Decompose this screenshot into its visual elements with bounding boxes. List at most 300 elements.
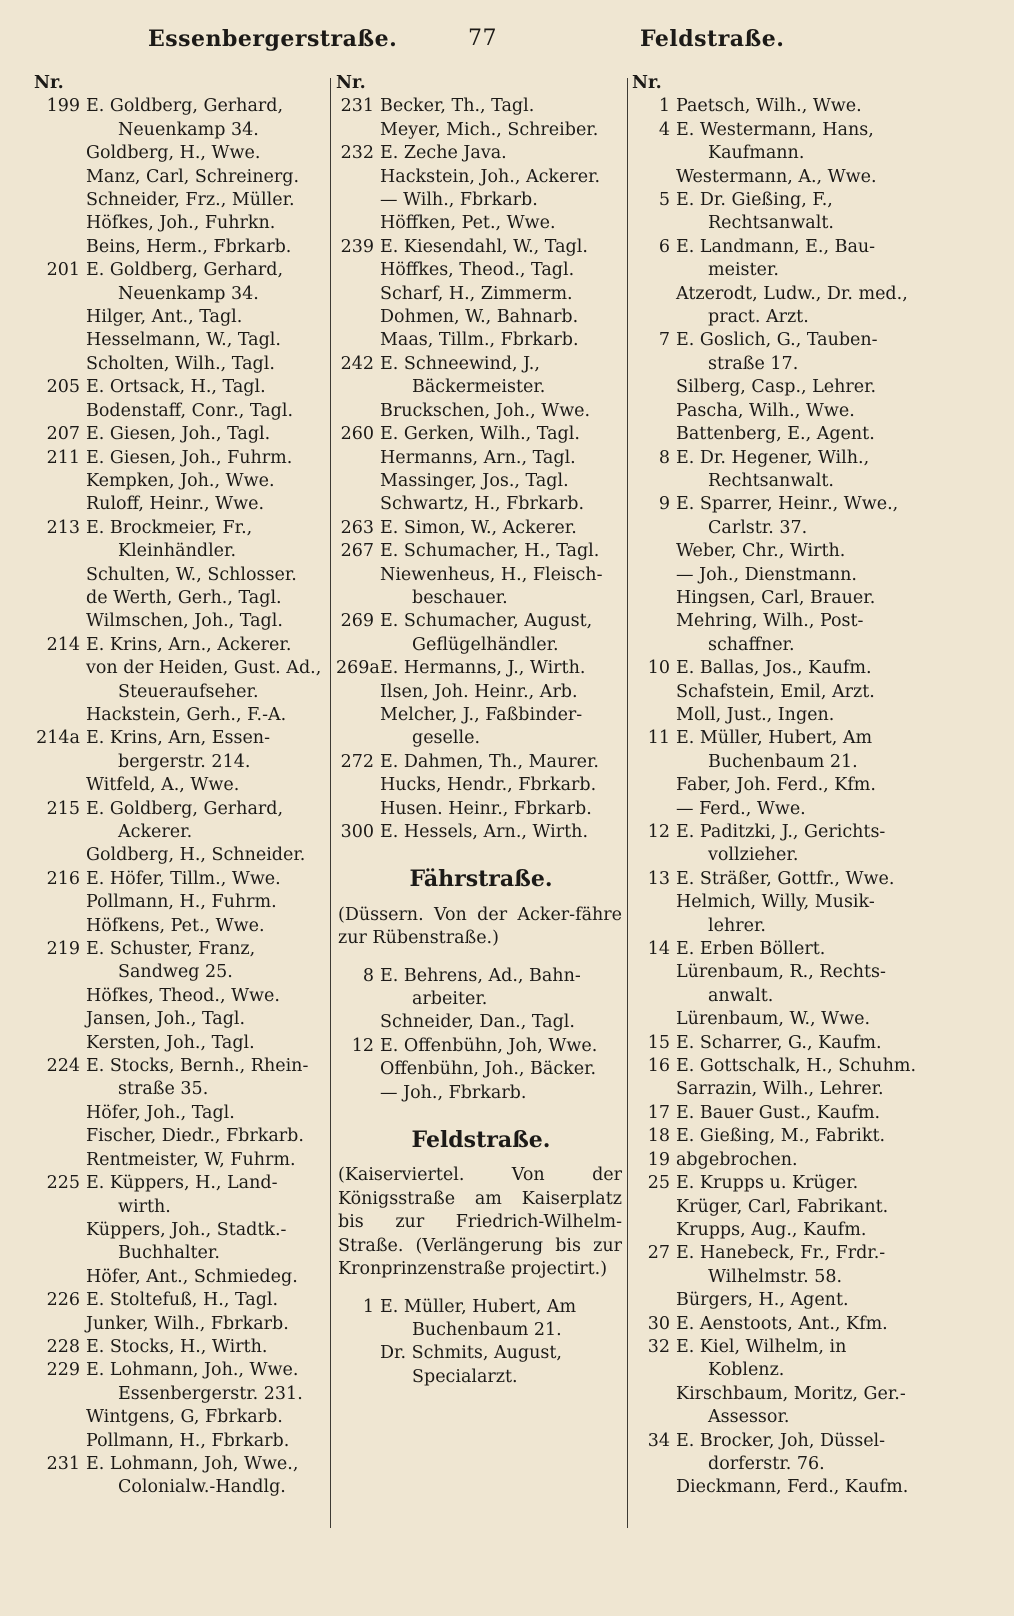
resident-text: Buchhalter. — [118, 1243, 220, 1264]
house-number: 8 — [658, 447, 670, 468]
house-number: 214a — [36, 728, 80, 749]
resident-line — [34, 821, 326, 844]
house-number — [336, 189, 380, 212]
resident-text: Rentmeister, W, Fuhrm. — [86, 1149, 296, 1170]
resident-line — [632, 798, 932, 821]
resident-text: Assessor. — [708, 1407, 790, 1428]
house-number — [336, 1058, 380, 1081]
house-number — [336, 283, 380, 306]
resident-text: Höfkens, Pet., Wwe. — [86, 915, 265, 936]
resident-text: lehrer. — [708, 915, 766, 936]
resident-text: E. Dr. Hegener, Wilh., — [676, 447, 870, 468]
resident-text: Neuenkamp 34. — [118, 283, 259, 304]
house-number: 228 — [46, 1336, 80, 1357]
house-number — [632, 610, 676, 633]
resident-line — [336, 634, 626, 657]
resident-text: E. Zeche Java. — [380, 143, 507, 164]
resident-text: Bäckermeister. — [412, 377, 546, 398]
house-number: 7 — [658, 330, 670, 351]
house-number — [632, 540, 676, 563]
resident-text: E. Schumacher, August, — [380, 611, 593, 632]
resident-line — [632, 774, 932, 797]
resident-line — [336, 587, 626, 610]
resident-line — [632, 166, 932, 189]
resident-text: Paetsch, Wilh., Wwe. — [676, 96, 862, 117]
house-number — [34, 681, 86, 704]
resident-text: Carlstr. 37. — [708, 517, 808, 538]
address-entry — [336, 1035, 626, 1058]
resident-line — [34, 1102, 326, 1125]
entry-list — [336, 1296, 626, 1390]
resident-line — [632, 423, 932, 446]
house-number — [632, 1219, 676, 1242]
resident-text: E. Brocker, Joh, Düssel- — [676, 1430, 886, 1451]
resident-text: E. Hermanns, J., Wirth. — [380, 658, 586, 679]
resident-text: Niewenheus, H., Fleisch- — [380, 564, 603, 585]
resident-text: Kempken, Joh., Wwe. — [86, 470, 275, 491]
house-number — [34, 540, 86, 563]
resident-line — [34, 1430, 326, 1453]
resident-line — [632, 751, 932, 774]
resident-line — [34, 189, 326, 212]
resident-text: E. Paditzki, J., Gerichts- — [676, 822, 886, 842]
resident-line — [34, 353, 326, 376]
house-number: 201 — [46, 260, 80, 281]
resident-text: meister. — [708, 260, 779, 281]
resident-text: Dohmen, W., Bahnarb. — [380, 307, 579, 328]
house-number: 267 — [340, 541, 374, 562]
address-entry — [632, 95, 932, 118]
resident-text: Meyer, Mich., Schreiber. — [380, 119, 599, 140]
address-entry — [336, 540, 626, 563]
house-number — [34, 564, 86, 587]
resident-text: Goldberg, H., Schneider. — [86, 845, 306, 866]
address-entry — [34, 1055, 326, 1078]
house-number: 17 — [647, 1102, 670, 1123]
resident-text: E. Hessels, Arn., Wirth. — [380, 822, 589, 842]
resident-text: Offenbühn, Joh., Bäcker. — [380, 1059, 597, 1080]
resident-line — [336, 1082, 626, 1105]
resident-text: E. Schuster, Franz, — [86, 939, 256, 960]
resident-text: Hermanns, Arn., Tagl. — [380, 447, 576, 468]
resident-line — [34, 915, 326, 938]
resident-text: E. Hanebeck, Fr., Frdr.- — [676, 1243, 886, 1264]
house-number: 229 — [46, 1360, 80, 1381]
resident-line — [632, 1453, 932, 1476]
house-number: 25 — [647, 1173, 670, 1194]
house-number: 214 — [46, 634, 80, 655]
resident-text: E. Giesen, Joh., Fuhrm. — [86, 447, 293, 468]
house-number — [632, 774, 676, 797]
address-entry — [336, 657, 626, 680]
resident-text: Ilsen, Joh. Heinr., Arb. — [380, 681, 578, 702]
address-entry — [632, 1125, 932, 1148]
resident-line — [632, 985, 932, 1008]
resident-line — [34, 681, 326, 704]
resident-line — [34, 212, 326, 235]
resident-text: Atzerodt, Ludw., Dr. med., — [676, 283, 908, 304]
house-number — [34, 1430, 86, 1453]
resident-line — [336, 306, 626, 329]
house-number — [632, 1406, 676, 1429]
resident-line — [632, 1406, 932, 1429]
resident-text: E. Erben Böllert. — [676, 939, 826, 960]
entry-list — [336, 965, 626, 1105]
resident-text: Steueraufseher. — [118, 681, 259, 702]
resident-line — [34, 283, 326, 306]
resident-text: wirth. — [118, 1196, 171, 1217]
address-entry — [632, 1313, 932, 1336]
resident-line — [632, 844, 932, 867]
resident-text: straße 35. — [118, 1079, 209, 1100]
resident-text: Wintgens, G, Fbrkarb. — [86, 1407, 283, 1428]
resident-text: Scholten, Wilh., Tagl. — [86, 353, 275, 374]
resident-line — [632, 1476, 932, 1499]
address-entry — [34, 1172, 326, 1195]
resident-text: E. Stoltefuß, H., Tagl. — [86, 1290, 279, 1311]
house-number: 14 — [647, 939, 670, 960]
house-number — [632, 212, 676, 235]
resident-line — [34, 844, 326, 867]
resident-line — [34, 1032, 326, 1055]
house-number — [336, 988, 380, 1011]
resident-line — [336, 493, 626, 516]
resident-text: E. Scharrer, G., Kaufm. — [676, 1032, 882, 1053]
house-number: 207 — [46, 424, 80, 445]
address-entry — [34, 1359, 326, 1382]
house-number: 205 — [46, 377, 80, 398]
resident-line — [336, 470, 626, 493]
house-number — [336, 306, 380, 329]
address-entry — [336, 965, 626, 988]
house-number: 269a — [336, 658, 380, 679]
resident-line — [632, 1383, 932, 1406]
resident-line — [336, 119, 626, 142]
house-number — [632, 423, 676, 446]
address-entry — [632, 1242, 932, 1265]
house-number — [632, 1008, 676, 1031]
resident-text: E. Goslich, G., Tauben- — [676, 330, 878, 351]
house-number: 32 — [647, 1336, 670, 1357]
address-entry — [632, 657, 932, 680]
address-entry — [632, 329, 932, 352]
resident-text: Ruloff, Heinr., Wwe. — [86, 494, 265, 515]
house-number — [632, 985, 676, 1008]
resident-text: Höfer, Ant., Schmiedeg. — [86, 1266, 298, 1287]
resident-text: anwalt. — [708, 985, 774, 1006]
resident-line — [34, 1219, 326, 1242]
house-number — [632, 564, 676, 587]
house-number: 9 — [658, 494, 670, 515]
resident-line — [34, 1476, 326, 1499]
address-entry — [632, 1149, 932, 1172]
resident-line — [632, 517, 932, 540]
resident-line — [34, 493, 326, 516]
resident-text: vollzieher. — [708, 845, 799, 866]
resident-text: E. Gottschalk, H., Schuhm. — [676, 1056, 917, 1077]
house-number: 1 — [362, 1296, 374, 1317]
house-number: 11 — [647, 728, 670, 749]
resident-line — [336, 329, 626, 352]
house-number: 6 — [658, 236, 670, 257]
address-entry — [34, 1289, 326, 1312]
resident-line — [336, 1342, 626, 1365]
resident-text: Massinger, Jos., Tagl. — [380, 470, 569, 491]
column-3 — [632, 72, 932, 1500]
resident-line — [632, 1266, 932, 1289]
resident-line — [336, 259, 626, 282]
resident-text: E. Krins, Arn, Essen- — [86, 728, 270, 749]
resident-text: E. Stocks, H., Wirth. — [86, 1336, 268, 1357]
resident-text: Lürenbaum, R., Rechts- — [676, 962, 886, 983]
address-entry — [34, 1336, 326, 1359]
resident-text: E. Kiesendahl, W., Tagl. — [380, 236, 588, 257]
house-number — [632, 142, 676, 165]
resident-text: Kersten, Joh., Tagl. — [86, 1032, 255, 1053]
resident-text: Dr. Schmits, August, — [380, 1343, 562, 1364]
resident-line — [632, 212, 932, 235]
address-entry — [336, 821, 626, 844]
section-note-faehrstrasse: (Düssern. Von der Acker-fähre zur Rübenstraße.) — [338, 904, 622, 949]
resident-line — [632, 259, 932, 282]
resident-line — [34, 119, 326, 142]
resident-line — [632, 915, 932, 938]
resident-text: von der Heiden, Gust. Ad., — [86, 658, 322, 679]
resident-line — [34, 961, 326, 984]
house-number — [34, 400, 86, 423]
resident-text: Jansen, Joh., Tagl. — [86, 1009, 246, 1030]
resident-line — [34, 1125, 326, 1148]
house-number — [336, 727, 380, 750]
resident-line — [34, 751, 326, 774]
resident-text: E. Krins, Arn., Ackerer. — [86, 634, 292, 655]
resident-text: E. Bauer Gust., Kaufm. — [676, 1102, 881, 1123]
address-entry — [34, 447, 326, 470]
resident-text: pract. Arzt. — [708, 307, 809, 328]
resident-text: Ackerer. — [118, 822, 193, 842]
resident-text: E. Landmann, E., Bau- — [676, 236, 876, 257]
resident-text: Battenberg, E., Agent. — [676, 424, 875, 445]
resident-text: Faber, Joh. Ferd., Kfm. — [676, 775, 876, 796]
resident-text: E. Goldberg, Gerhard, — [86, 260, 284, 281]
house-number — [336, 400, 380, 423]
resident-line — [632, 564, 932, 587]
house-number: 215 — [46, 798, 80, 819]
address-entry — [34, 634, 326, 657]
house-number — [632, 1383, 676, 1406]
running-header-right: Feldstraße. — [640, 26, 785, 52]
resident-text: Melcher, J., Faßbinder- — [380, 704, 583, 725]
house-number — [632, 376, 676, 399]
resident-text: E. Küppers, H., Land- — [86, 1173, 278, 1194]
house-number — [34, 961, 86, 984]
resident-text: Buchenbaum 21. — [708, 751, 858, 772]
resident-line — [632, 353, 932, 376]
resident-line — [632, 891, 932, 914]
house-number — [34, 1149, 86, 1172]
house-number — [632, 634, 676, 657]
page-number: 77 — [468, 26, 497, 51]
resident-text: schaffner. — [708, 634, 795, 655]
address-entry — [336, 142, 626, 165]
resident-line — [34, 985, 326, 1008]
resident-text: E. Krupps u. Krüger. — [676, 1173, 859, 1194]
resident-text: Rechtsanwalt. — [708, 213, 834, 234]
address-entry — [632, 447, 932, 470]
resident-text: Buchenbaum 21. — [412, 1319, 562, 1340]
resident-text: E. Goldberg, Gerhard, — [86, 96, 284, 117]
house-number: 5 — [658, 190, 670, 211]
house-number — [34, 470, 86, 493]
resident-line — [632, 1008, 932, 1031]
resident-text: Beins, Herm., Fbrkarb. — [86, 236, 292, 257]
resident-line — [632, 540, 932, 563]
house-number: 226 — [46, 1290, 80, 1311]
resident-text: E. Brockmeier, Fr., — [86, 517, 253, 538]
resident-text: Hucks, Hendr., Fbrkarb. — [380, 775, 597, 796]
address-entry — [632, 189, 932, 212]
address-entry — [632, 1430, 932, 1453]
resident-line — [34, 564, 326, 587]
resident-line — [34, 1008, 326, 1031]
house-number: 300 — [340, 822, 374, 842]
house-number: 224 — [46, 1056, 80, 1077]
resident-text: Husen. Heinr., Fbrkarb. — [380, 798, 592, 819]
address-entry — [632, 119, 932, 142]
resident-line — [336, 681, 626, 704]
house-number — [336, 634, 380, 657]
resident-text: Essenbergerstr. 231. — [118, 1383, 303, 1404]
house-number — [34, 493, 86, 516]
resident-text: straße 17. — [708, 353, 799, 374]
resident-line — [632, 306, 932, 329]
resident-text: E. Ballas, Jos., Kaufm. — [676, 658, 872, 679]
address-entry — [632, 1102, 932, 1125]
resident-text: Schneider, Frz., Müller. — [86, 190, 295, 211]
address-entry — [336, 517, 626, 540]
resident-text: E. Giesen, Joh., Tagl. — [86, 424, 271, 445]
house-number: 16 — [647, 1056, 670, 1077]
house-number — [34, 329, 86, 352]
resident-line — [632, 1078, 932, 1101]
section-title-faehrstrasse: Fährstraße. — [409, 866, 553, 893]
house-number: 8 — [362, 965, 374, 986]
address-entry — [632, 1336, 932, 1359]
resident-text: beschauer. — [412, 587, 508, 608]
house-number: 34 — [647, 1430, 670, 1451]
house-number: 19 — [647, 1149, 670, 1170]
house-number — [336, 1366, 380, 1389]
address-entry — [336, 236, 626, 259]
resident-line — [34, 470, 326, 493]
house-number — [336, 564, 380, 587]
house-number — [34, 844, 86, 867]
house-number — [632, 259, 676, 282]
house-number — [34, 985, 86, 1008]
resident-line — [34, 1196, 326, 1219]
resident-text: E. Sträßer, Gottfr., Wwe. — [676, 868, 895, 889]
resident-line — [336, 704, 626, 727]
address-entry — [632, 493, 932, 516]
resident-line — [34, 1406, 326, 1429]
house-number — [34, 774, 86, 797]
house-number: 239 — [340, 236, 374, 257]
resident-text: — Joh., Dienstmann. — [676, 564, 857, 585]
resident-line — [34, 1313, 326, 1336]
resident-text: E. Müller, Hubert, Am — [676, 728, 873, 749]
house-number — [632, 961, 676, 984]
resident-line — [336, 400, 626, 423]
house-number — [632, 844, 676, 867]
house-number — [632, 587, 676, 610]
house-number: 4 — [658, 119, 670, 140]
house-number — [34, 189, 86, 212]
house-number — [336, 1082, 380, 1105]
house-number: 272 — [340, 751, 374, 772]
resident-line — [336, 447, 626, 470]
resident-line — [336, 376, 626, 399]
resident-text: Hingsen, Carl, Brauer. — [676, 587, 876, 608]
resident-line — [336, 1319, 626, 1342]
resident-line — [34, 306, 326, 329]
house-number — [34, 212, 86, 235]
resident-text: de Werth, Gerh., Tagl. — [86, 587, 282, 608]
resident-text: Krupps, Aug., Kaufm. — [676, 1219, 867, 1240]
house-number — [336, 259, 380, 282]
house-number: 225 — [46, 1173, 80, 1194]
resident-line — [34, 1242, 326, 1265]
house-number: 232 — [340, 143, 374, 164]
column-head: Nr. — [336, 73, 366, 93]
resident-text: Rechtsanwalt. — [708, 470, 834, 491]
resident-text: E. Dr. Gießing, F., — [676, 190, 833, 211]
column-head: Nr. — [632, 73, 662, 93]
resident-line — [34, 236, 326, 259]
house-number: 213 — [46, 517, 80, 538]
resident-line — [34, 1266, 326, 1289]
house-number — [34, 1125, 86, 1148]
resident-line — [632, 470, 932, 493]
resident-line — [34, 610, 326, 633]
resident-line — [336, 774, 626, 797]
resident-text: dorferstr. 76. — [708, 1453, 825, 1474]
resident-line — [34, 329, 326, 352]
house-number: 10 — [647, 658, 670, 679]
house-number: 231 — [46, 1453, 80, 1474]
resident-text: Schwartz, H., Fbrkarb. — [380, 494, 585, 515]
section-title-feldstrasse: Feldstraße. — [411, 1127, 551, 1154]
house-number — [34, 751, 86, 774]
address-entry — [336, 751, 626, 774]
resident-line — [336, 564, 626, 587]
house-number — [336, 1011, 380, 1034]
resident-text: Sarrazin, Wilh., Lehrer. — [676, 1079, 884, 1100]
house-number — [34, 1196, 86, 1219]
resident-line — [632, 1289, 932, 1312]
resident-text: Wilhelmstr. 58. — [708, 1266, 843, 1287]
house-number — [34, 1476, 86, 1499]
address-entry — [34, 938, 326, 961]
resident-text: E. Offenbühn, Joh, Wwe. — [380, 1035, 598, 1056]
resident-line — [336, 166, 626, 189]
address-entry — [34, 376, 326, 399]
house-number — [34, 891, 86, 914]
address-entry — [336, 423, 626, 446]
house-number — [34, 166, 86, 189]
resident-text: — Ferd., Wwe. — [676, 798, 806, 819]
resident-line — [34, 166, 326, 189]
house-number — [336, 166, 380, 189]
